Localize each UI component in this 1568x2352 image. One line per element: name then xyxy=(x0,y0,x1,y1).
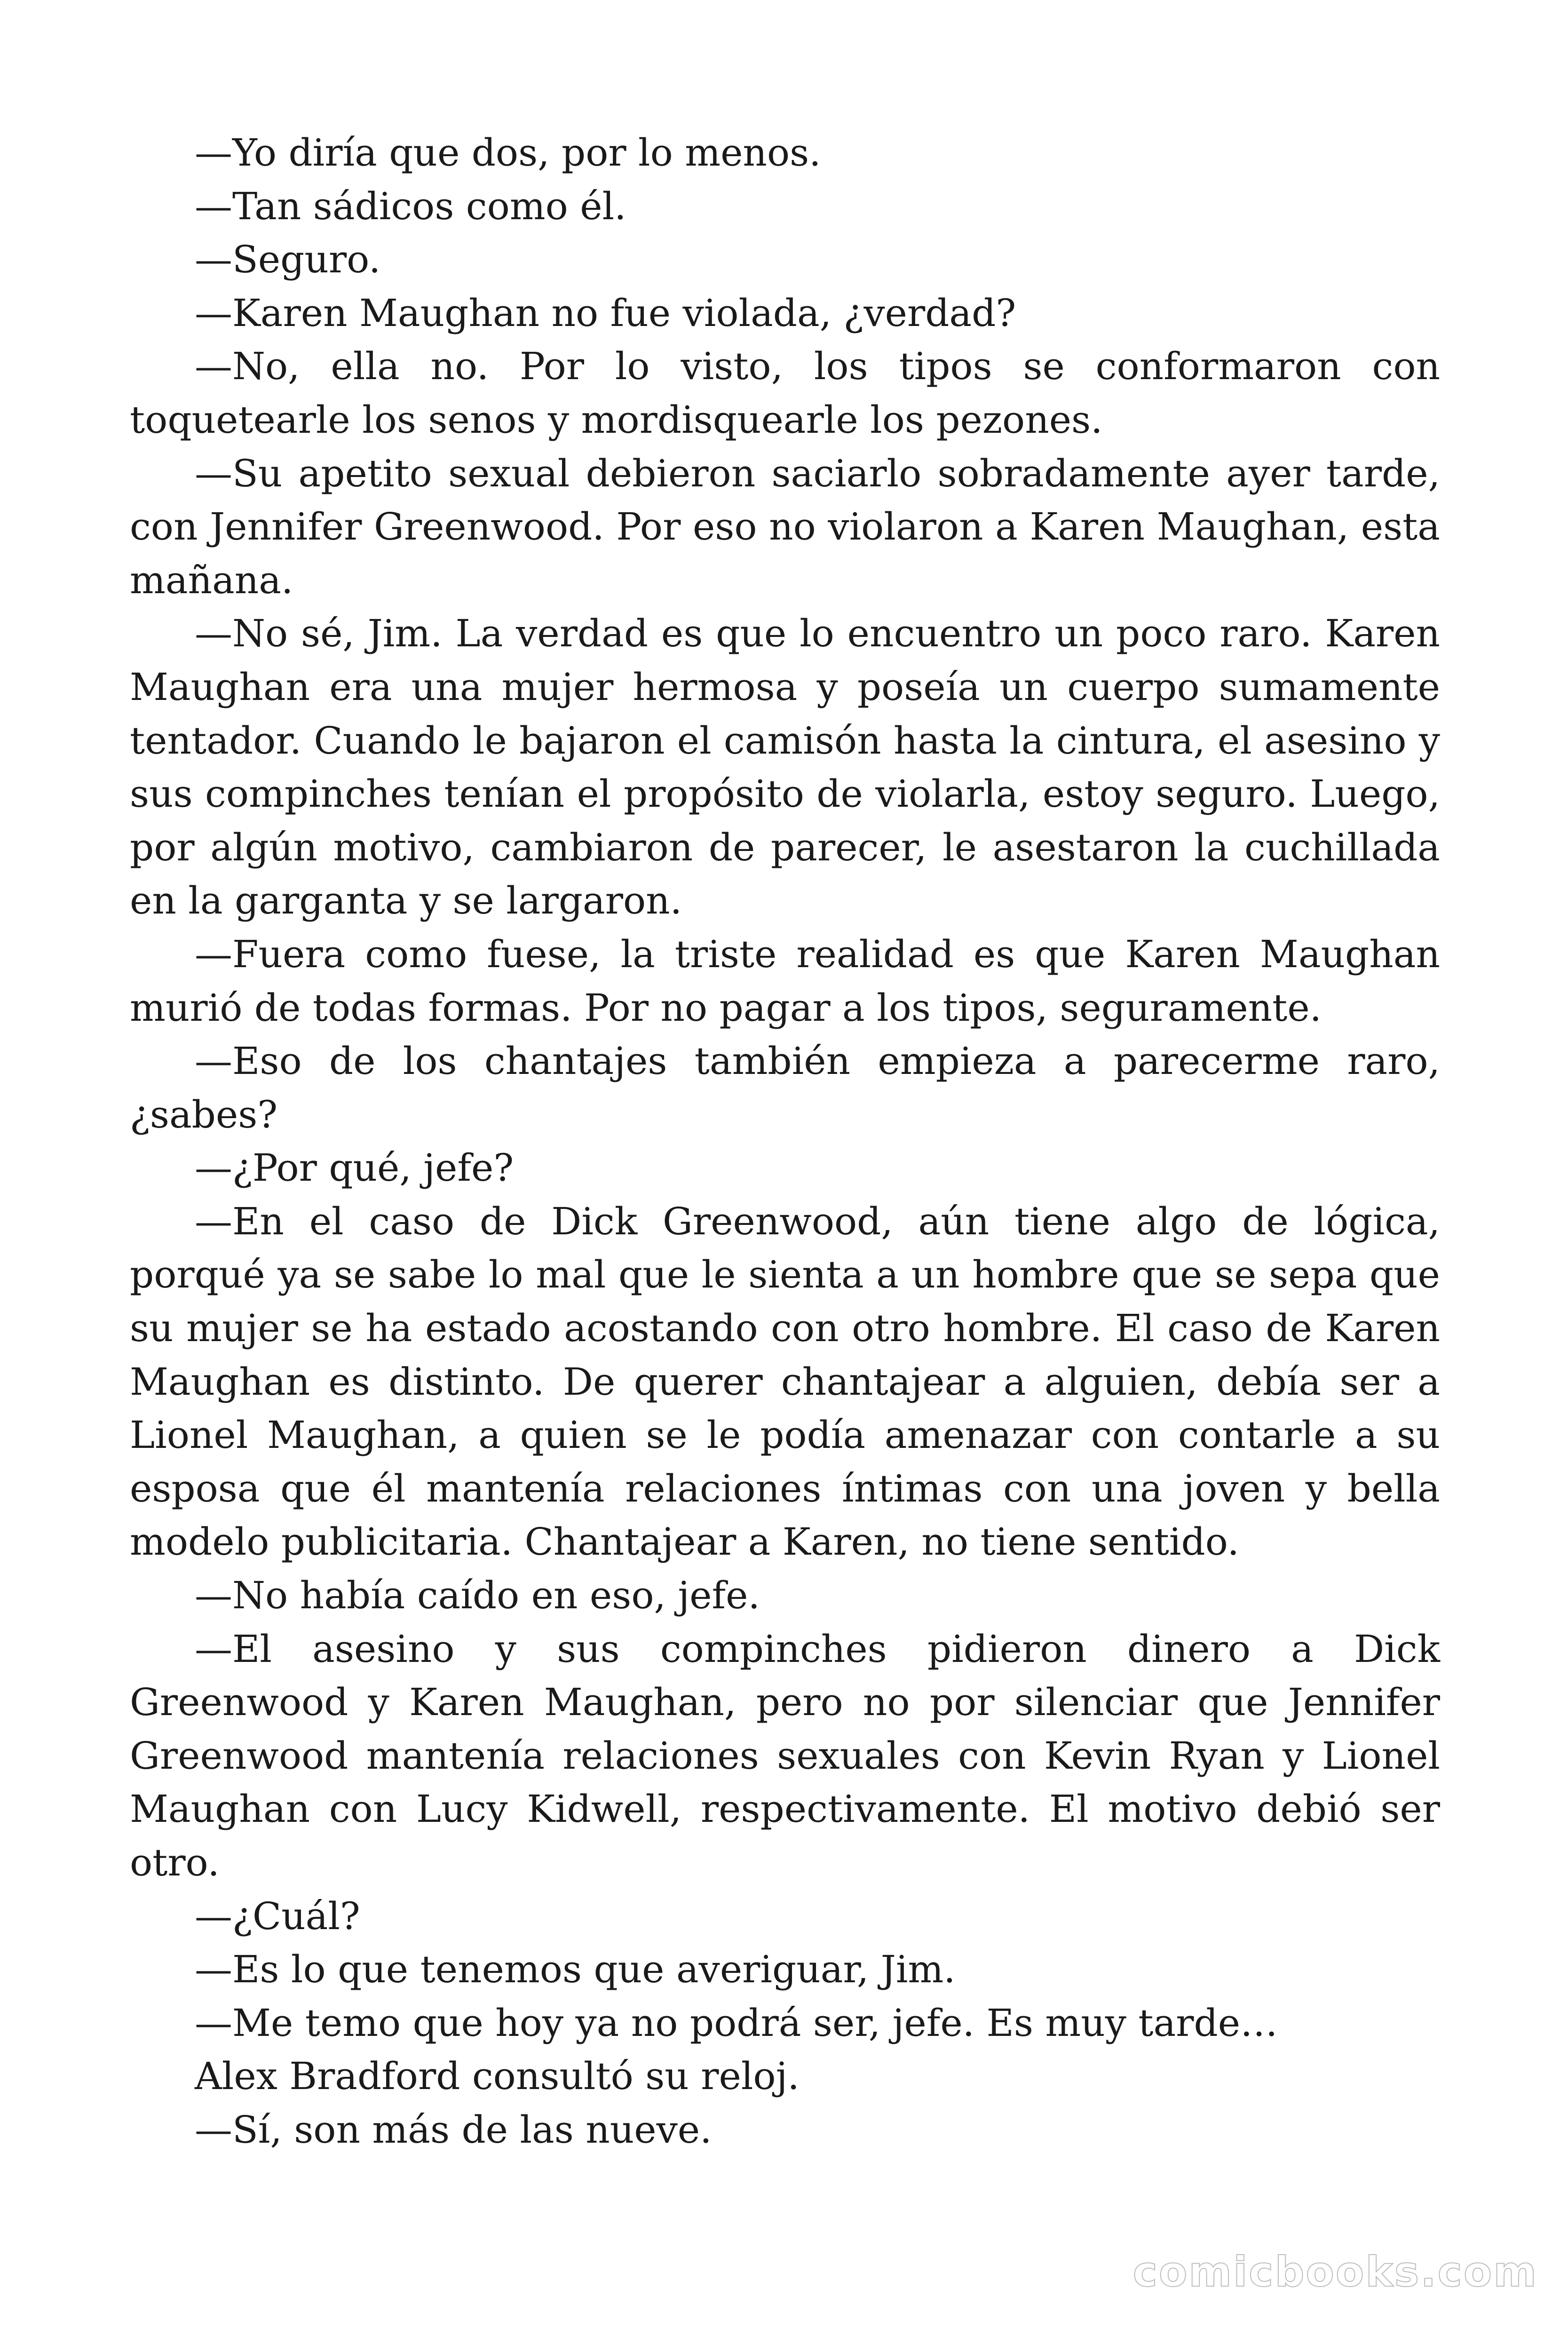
page-text xyxy=(130,126,1440,2157)
paragraph: —Eso de los chantajes también empieza a parecerme raro, ¿sabes? xyxy=(130,1039,1440,1136)
paragraph: —Me temo que hoy ya no podrá ser, jefe. Es muy tarde… xyxy=(195,2001,1278,2045)
paragraph: —Es lo que tenemos que averiguar, Jim. xyxy=(195,1947,956,1992)
paragraph: —Yo diría que dos, por lo menos. xyxy=(195,131,821,175)
paragraph: —No sé, Jim. La verdad es que lo encuentro un poco raro. Karen Maughan era una mujer hermosa y poseía un cuerpo sumamente tentador. Cuando le bajaron el camisón hasta la cintura, el asesino y sus compinches tenían el propósito de violarla, estoy seguro. Luego, por algún motivo, cambiaron de parecer, le asestaron la cuchillada en la garganta y se largaron. xyxy=(130,612,1440,923)
paragraph: —¿Por qué, jefe? xyxy=(195,1146,514,1190)
paragraph: —Tan sádicos como él. xyxy=(195,184,626,228)
paragraph: —¿Cuál? xyxy=(195,1894,360,1938)
paragraph: —No, ella no. Por lo visto, los tipos se conformaron con toquetearle los senos y mordisquearle los pezones. xyxy=(130,344,1440,442)
paragraph: Alex Bradford consultó su reloj. xyxy=(195,2054,800,2098)
paragraph: —Su apetito sexual debieron saciarlo sobradamente ayer tarde, con Jennifer Greenwood. Por eso no violaron a Karen Maughan, esta mañana. xyxy=(130,451,1440,602)
paragraph: —El asesino y sus compinches pidieron dinero a Dick Greenwood y Karen Maughan, pero no por silenciar que Jennifer Greenwood mantenía relaciones sexuales con Kevin Ryan y Lionel Maughan con Lucy Kidwell, respectivamente. El motivo debió ser otro. xyxy=(130,1627,1440,1884)
watermark: comicbooks.com xyxy=(1132,2248,1538,2296)
paragraph: —Sí, son más de las nueve. xyxy=(195,2107,712,2152)
paragraph: —Seguro. xyxy=(195,238,381,282)
paragraph: —Fuera como fuese, la triste realidad es que Karen Maughan murió de todas formas. Por no pagar a los tipos, seguramente. xyxy=(130,932,1440,1030)
paragraph: —En el caso de Dick Greenwood, aún tiene algo de lógica, porqué ya se sabe lo mal que le sienta a un hombre que se sepa que su mujer se ha estado acostando con otro hombre. El caso de Karen Maughan es distinto. De querer chantajear a alguien, debía ser a Lionel Maughan, a quien se le podía amenazar con contarle a su esposa que él mantenía relaciones íntimas con una joven y bella modelo publicitaria. Chantajear a Karen, no tiene sentido. xyxy=(130,1199,1440,1564)
paragraph: —Karen Maughan no fue violada, ¿verdad? xyxy=(195,291,1016,335)
paragraph: —No había caído en eso, jefe. xyxy=(195,1573,760,1618)
